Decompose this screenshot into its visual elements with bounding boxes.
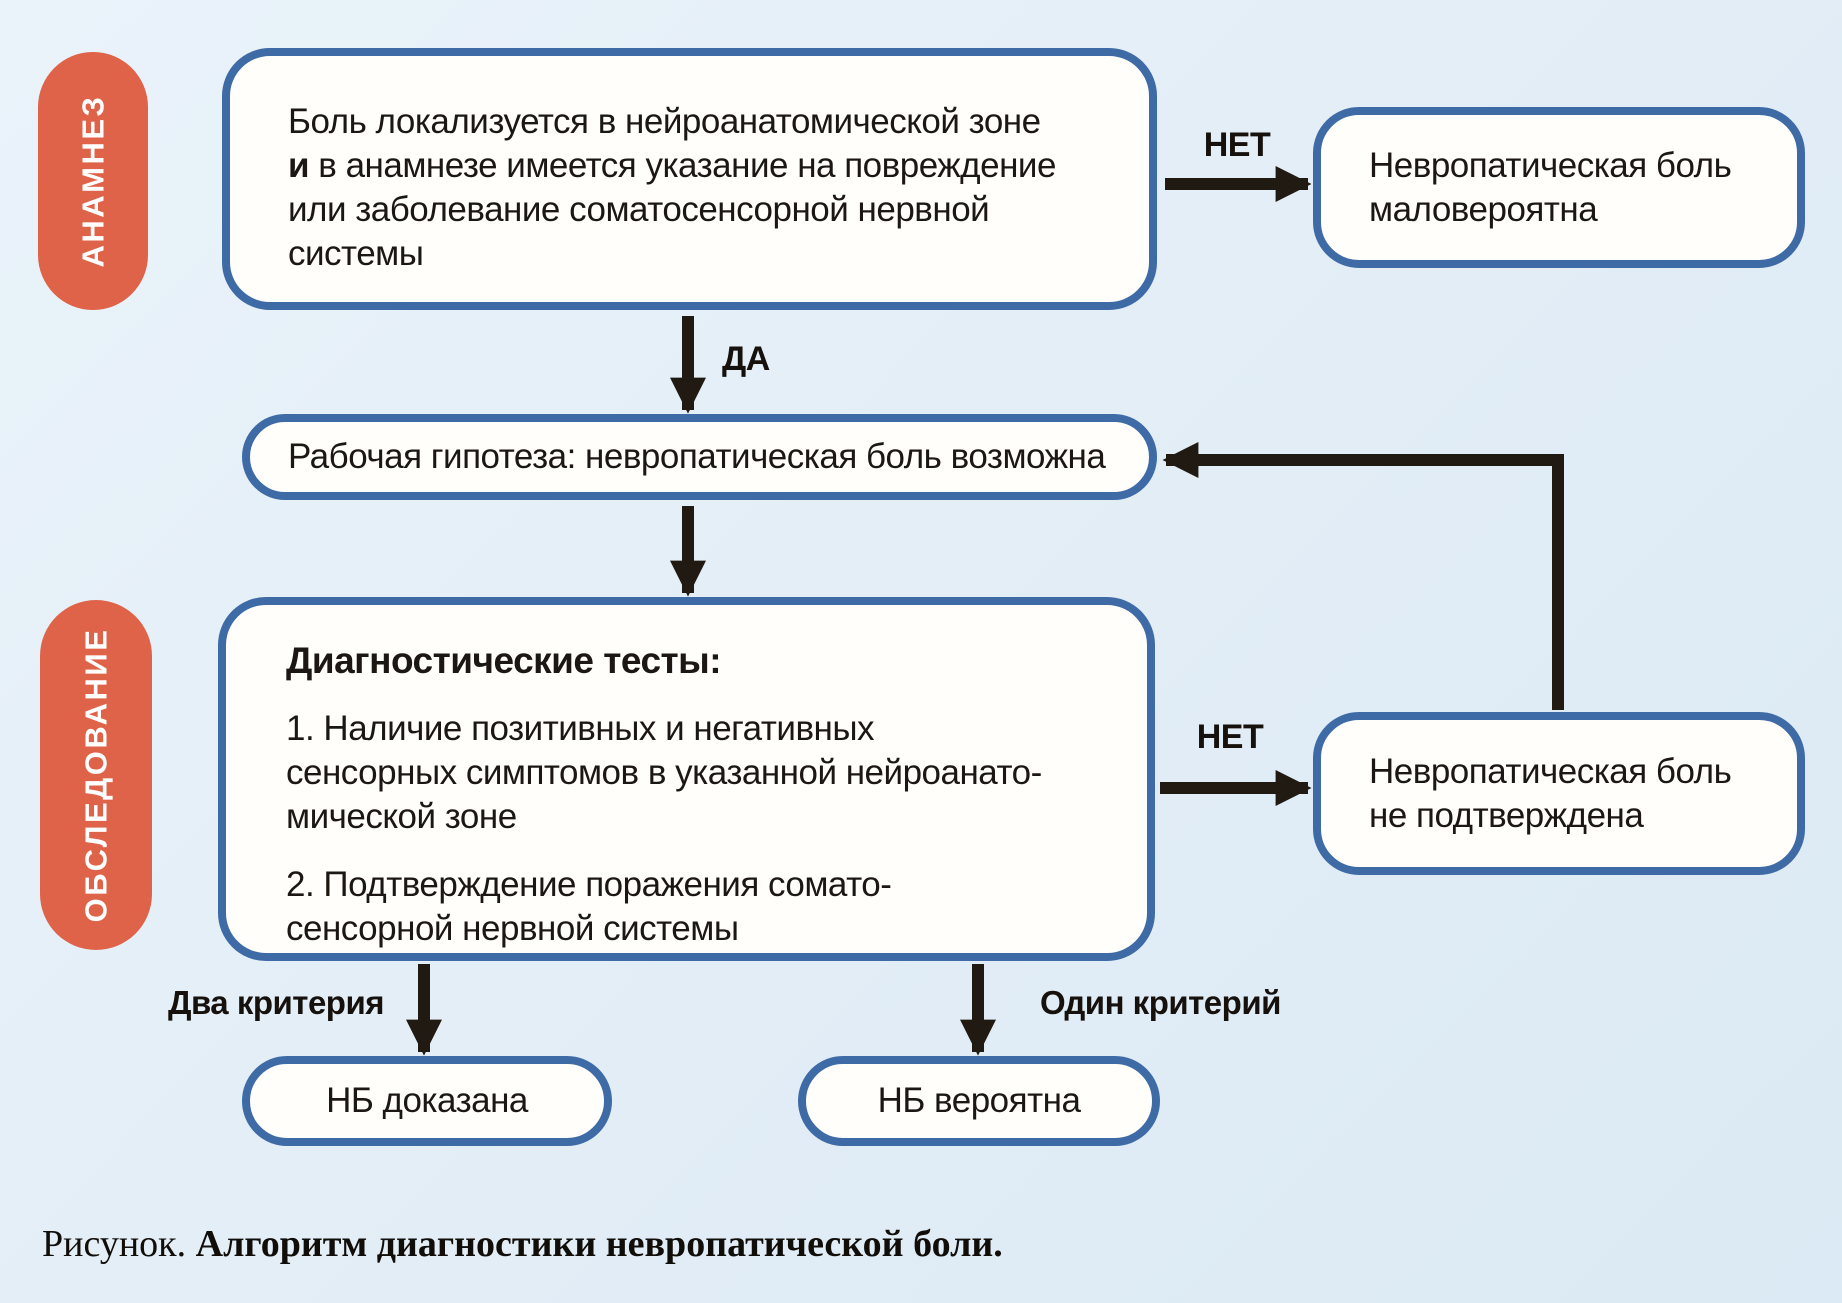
figure-caption — [42, 1222, 1542, 1266]
edge-label-no-tests: НЕТ — [1196, 718, 1264, 756]
stage-badge-examination-label: ОБСЛЕДОВАНИЕ — [78, 627, 113, 923]
history-line3: или заболевание соматосенсорной нервной — [288, 190, 990, 229]
history-and-word: и — [288, 146, 310, 185]
pain-unlikely-text: Невропатическая боль маловероятна — [1369, 145, 1732, 229]
diagnostic-test-item-2: 2. Подтверждение поражения сомато- сенсорной нервной системы — [286, 865, 892, 948]
nb-proven-text: НБ доказана — [326, 1081, 528, 1120]
stage-badge-anamnesis — [38, 52, 148, 310]
edge-label-yes: ДА — [722, 340, 770, 378]
node-pain-not-confirmed — [1313, 712, 1805, 875]
node-working-hypothesis — [242, 414, 1157, 500]
figure-caption-prefix: Рисунок. — [42, 1223, 196, 1265]
node-diagnostic-tests — [218, 597, 1155, 961]
stage-badge-examination — [40, 600, 152, 950]
history-line4: системы — [288, 234, 424, 273]
edge-label-one-criterion: Один критерий — [1040, 984, 1281, 1021]
node-nb-probable — [798, 1056, 1160, 1146]
working-hypothesis-text: Рабочая гипотеза: невропатическая боль возможна — [288, 437, 1106, 476]
history-line2: в анамнезе имеется указание на повреждение — [309, 146, 1056, 185]
stage-badge-anamnesis-label: АНАМНЕЗ — [75, 94, 111, 268]
node-nb-proven — [242, 1056, 612, 1146]
edge-label-two-criteria: Два критерия — [167, 984, 384, 1021]
nb-probable-text: НБ вероятна — [877, 1081, 1081, 1120]
figure-caption-title: Алгоритм диагностики невропатической боли. — [195, 1223, 1003, 1265]
node-history-criteria — [222, 48, 1157, 310]
pain-not-confirmed-text: Невропатическая боль не подтверждена — [1369, 751, 1732, 835]
diagnostic-tests-title: Диагностические тесты: — [286, 640, 722, 681]
edge-label-no-history: НЕТ — [1203, 126, 1271, 164]
history-line1: Боль локализуется в нейроанатомической зоне — [288, 102, 1041, 141]
node-pain-unlikely — [1313, 107, 1805, 268]
diagnostic-test-item-1: 1. Наличие позитивных и негативных сенсорных симптомов в указанной нейроанато- мической зоне — [286, 709, 1042, 836]
arrow-feedback-loop — [1166, 460, 1558, 710]
